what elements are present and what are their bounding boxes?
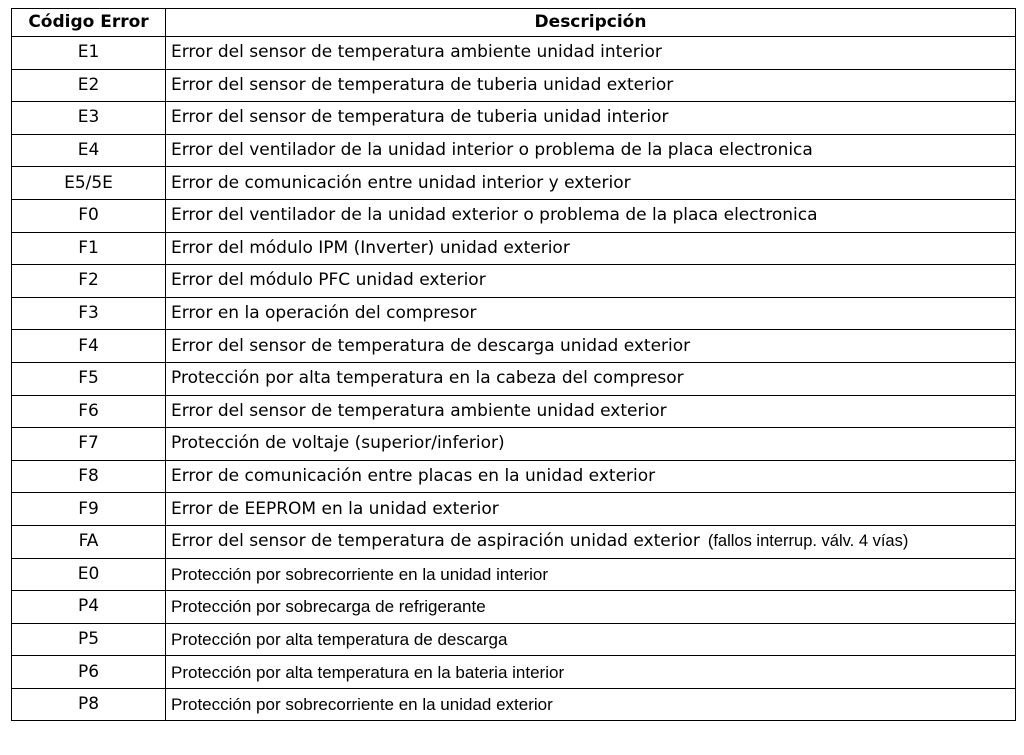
header-description: Descripción <box>166 9 1016 37</box>
table-row <box>12 591 1016 624</box>
error-description-cell <box>166 688 1016 721</box>
error-description-cell <box>166 525 1016 558</box>
error-description-cell <box>166 199 1016 232</box>
error-code-cell: P5 <box>12 623 166 656</box>
error-description-text: Error del sensor de temperatura de aspiración unidad exterior <box>171 531 700 552</box>
error-description-text: Error de comunicación entre placas en la unidad exterior <box>171 466 656 487</box>
error-description-text: Error del sensor de temperatura ambiente unidad exterior <box>171 400 667 421</box>
error-code-table <box>11 8 1016 721</box>
error-code-cell: F9 <box>12 493 166 526</box>
error-description-text: Protección por alta temperatura en la cabeza del compresor <box>171 368 684 389</box>
error-description-note: (fallos interrup. válv. 4 vías) <box>707 532 909 551</box>
error-code-cell: FA <box>12 525 166 558</box>
error-code-cell: P4 <box>12 591 166 624</box>
error-description-text: Protección por sobrecarga de refrigerante <box>171 597 486 617</box>
error-description-cell <box>166 297 1016 330</box>
table-row <box>12 199 1016 232</box>
error-code-cell: F6 <box>12 395 166 428</box>
error-code-cell: P8 <box>12 688 166 721</box>
error-description-text: Error del módulo PFC unidad exterior <box>171 270 486 291</box>
table-row <box>12 558 1016 591</box>
error-description-text: Error en la operación del compresor <box>171 303 477 324</box>
table-row <box>12 623 1016 656</box>
table-row <box>12 656 1016 689</box>
error-description-cell <box>166 134 1016 167</box>
error-description-text: Error del ventilador de la unidad exterior o problema de la placa electronica <box>171 205 818 226</box>
table-row <box>12 395 1016 428</box>
error-description-cell <box>166 69 1016 102</box>
error-description-cell <box>166 591 1016 624</box>
error-code-cell: F4 <box>12 330 166 363</box>
error-code-cell: E4 <box>12 134 166 167</box>
error-code-cell: F0 <box>12 199 166 232</box>
error-description-cell <box>166 460 1016 493</box>
error-description-text: Protección por sobrecorriente en la unidad interior <box>171 564 549 584</box>
error-description-text: Protección por sobrecorriente en la unidad exterior <box>171 695 553 715</box>
table-row <box>12 232 1016 265</box>
table-row <box>12 362 1016 395</box>
error-description-text: Error de EEPROM en la unidad exterior <box>171 498 499 519</box>
error-description-text: Error de comunicación entre unidad interior y exterior <box>171 172 631 193</box>
error-code-cell: F5 <box>12 362 166 395</box>
table-row <box>12 134 1016 167</box>
error-code-cell: E5/5E <box>12 167 166 200</box>
error-description-text: Error del sensor de temperatura de tuberia unidad interior <box>171 107 669 128</box>
error-code-cell: F3 <box>12 297 166 330</box>
error-code-cell: E2 <box>12 69 166 102</box>
table-header-row <box>12 9 1016 37</box>
error-description-text: Error del sensor de temperatura de tuberia unidad exterior <box>171 74 674 95</box>
error-description-cell <box>166 37 1016 70</box>
error-description-cell <box>166 395 1016 428</box>
table-row <box>12 265 1016 298</box>
error-code-cell: E3 <box>12 102 166 135</box>
error-description-text: Protección por alta temperatura de descarga <box>171 629 508 649</box>
error-description-text: Protección de voltaje (superior/inferior) <box>171 433 505 454</box>
table-row <box>12 688 1016 721</box>
error-code-cell: F2 <box>12 265 166 298</box>
table-row <box>12 37 1016 70</box>
error-description-cell <box>166 362 1016 395</box>
error-description-cell <box>166 558 1016 591</box>
table-row <box>12 428 1016 461</box>
error-description-cell <box>166 265 1016 298</box>
error-code-cell: F7 <box>12 428 166 461</box>
table-row <box>12 525 1016 558</box>
error-description-cell <box>166 330 1016 363</box>
error-description-cell <box>166 102 1016 135</box>
error-description-cell <box>166 656 1016 689</box>
error-description-text: Protección por alta temperatura en la bateria interior <box>171 662 565 682</box>
error-description-text: Error del ventilador de la unidad interior o problema de la placa electronica <box>171 140 813 161</box>
error-code-cell: F8 <box>12 460 166 493</box>
header-code: Código Error <box>12 9 166 37</box>
table-row <box>12 167 1016 200</box>
error-description-cell <box>166 232 1016 265</box>
error-description-cell <box>166 167 1016 200</box>
table-row <box>12 330 1016 363</box>
error-description-cell <box>166 493 1016 526</box>
error-code-cell: E1 <box>12 37 166 70</box>
error-description-text: Error del sensor de temperatura ambiente unidad interior <box>171 42 662 63</box>
table-row <box>12 69 1016 102</box>
table-row <box>12 493 1016 526</box>
error-code-cell: F1 <box>12 232 166 265</box>
table-row <box>12 102 1016 135</box>
error-description-cell <box>166 623 1016 656</box>
table-row <box>12 460 1016 493</box>
table-row <box>12 297 1016 330</box>
error-code-cell: E0 <box>12 558 166 591</box>
error-description-cell <box>166 428 1016 461</box>
error-code-cell: P6 <box>12 656 166 689</box>
error-description-text: Error del sensor de temperatura de descarga unidad exterior <box>171 335 691 356</box>
error-description-text: Error del módulo IPM (Inverter) unidad exterior <box>171 237 570 258</box>
